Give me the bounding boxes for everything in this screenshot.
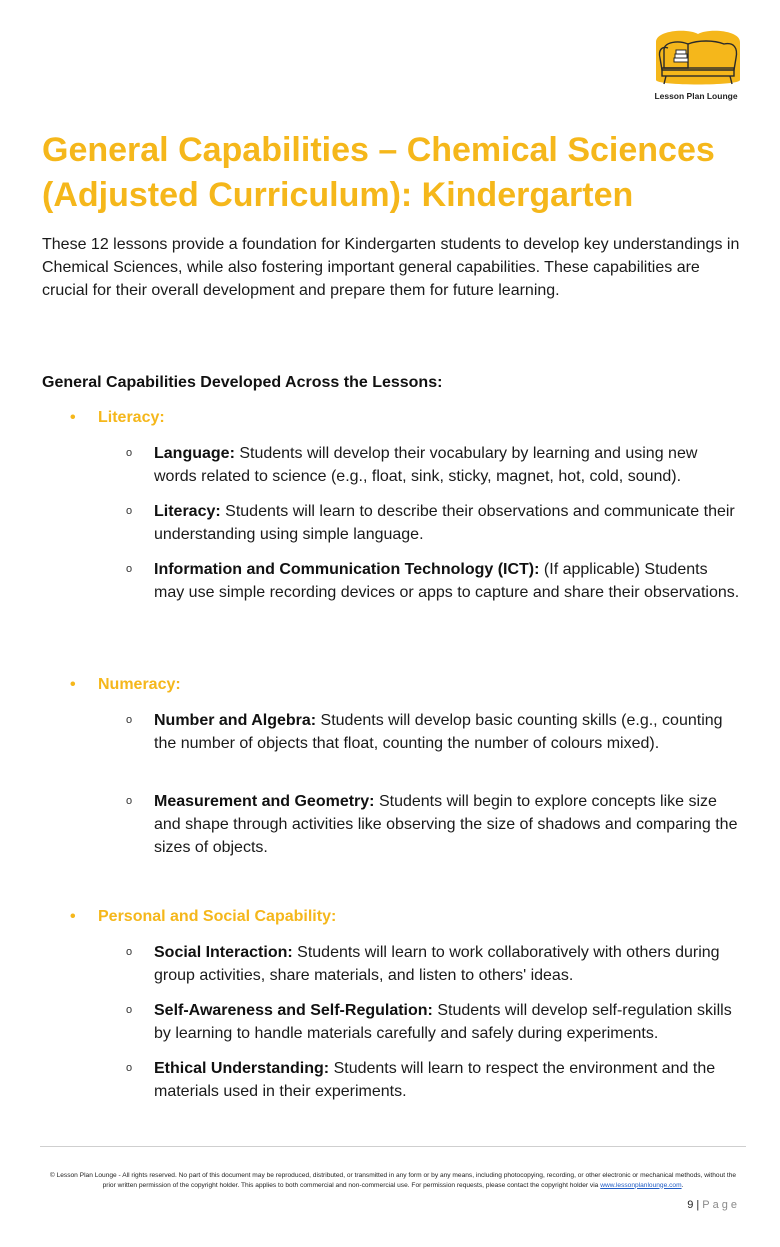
circle-bullet-icon: o [126, 795, 133, 807]
page-title: General Capabilities – Chemical Sciences (Adjusted Curriculum): Kindergarten [42, 131, 715, 214]
item-label: Literacy: [154, 503, 221, 520]
item-text: Students will develop their vocabulary by learning and using new words related to science (e.g., float, sink, sticky, magnet, hot, cold, sound). [154, 445, 698, 485]
list-item [126, 941, 740, 987]
item-label: Measurement and Geometry: [154, 793, 375, 810]
footer-divider [40, 1146, 746, 1147]
list-item [126, 790, 740, 859]
link-suffix: . [681, 1181, 684, 1189]
list-item [126, 999, 740, 1045]
item-text: Students will learn to work collaboratively with others during group activities, share materials, and listen to others' ideas. [154, 944, 720, 984]
page-word: Page [702, 1199, 740, 1211]
bullet-icon: • [70, 676, 76, 693]
circle-bullet-icon: o [126, 563, 133, 575]
item-label: Information and Communication Technology (ICT): [154, 561, 540, 578]
copyright-text: © Lesson Plan Lounge - All rights reserved. No part of this document may be reproduced, distributed, or transmitted in any form or by any means, including photocopying, recording, or other electronic or mechanical methods, without the prior written permission of the copyright holder. This applies to both commercial and non-commercial use. For permission requests, please contact the copyright holder via [49, 1172, 737, 1189]
circle-bullet-icon: o [126, 946, 133, 958]
list-item [126, 500, 740, 546]
item-label: Social Interaction: [154, 944, 293, 961]
list-item [126, 1057, 740, 1103]
page-separator: | [693, 1199, 703, 1211]
circle-bullet-icon: o [126, 505, 133, 517]
item-label: Self-Awareness and Self-Regulation: [154, 1002, 433, 1019]
category-label: Personal and Social Capability: [98, 908, 337, 925]
circle-bullet-icon: o [126, 714, 133, 726]
footer-copyright [48, 1171, 738, 1190]
bullet-icon: • [70, 908, 76, 925]
category-numeracy [70, 675, 181, 695]
item-label: Number and Algebra: [154, 712, 317, 729]
item-label: Ethical Understanding: [154, 1060, 330, 1077]
category-label: Literacy: [98, 409, 165, 426]
item-text: Students will learn to respect the environment and the materials used in their experiments. [154, 1060, 716, 1100]
category-literacy [70, 408, 165, 428]
bullet-icon: • [70, 409, 76, 426]
intro-paragraph: These 12 lessons provide a foundation for Kindergarten students to develop key understandings in Chemical Sciences, while also fostering important general capabilities. These capabilities are crucial for their overall development and prepare them for future learning. [42, 236, 740, 299]
category-personal-social [70, 907, 336, 927]
item-text: Students will begin to explore concepts like size and shape through activities like observing the size of shadows and comparing the sizes of objects. [154, 793, 738, 856]
circle-bullet-icon: o [126, 447, 133, 459]
list-item [126, 558, 740, 604]
item-text: (If applicable) Students may use simple recording devices or apps to capture and share their observations. [154, 561, 740, 601]
circle-bullet-icon: o [126, 1062, 133, 1074]
page-number-value: 9 [687, 1199, 694, 1211]
item-text: Students will learn to describe their observations and communicate their understanding using simple language. [154, 503, 735, 543]
item-text: Students will develop self-regulation skills by learning to handle materials carefully and safely during experiments. [154, 1002, 732, 1042]
website-link[interactable]: www.lessonplanlounge.com [600, 1181, 682, 1189]
sofa-logo-icon [648, 28, 744, 90]
logo-text: Lesson Plan Lounge [654, 91, 738, 101]
category-label: Numeracy: [98, 676, 181, 693]
item-label: Language: [154, 445, 235, 462]
list-item [126, 442, 740, 488]
page-number [687, 1199, 740, 1211]
list-item [126, 709, 740, 755]
section-heading: General Capabilities Developed Across the Lessons: [42, 374, 443, 391]
logo [648, 28, 744, 106]
item-text: Students will develop basic counting skills (e.g., counting the number of objects that float, counting the number of colours mixed). [154, 712, 723, 752]
circle-bullet-icon: o [126, 1004, 133, 1016]
